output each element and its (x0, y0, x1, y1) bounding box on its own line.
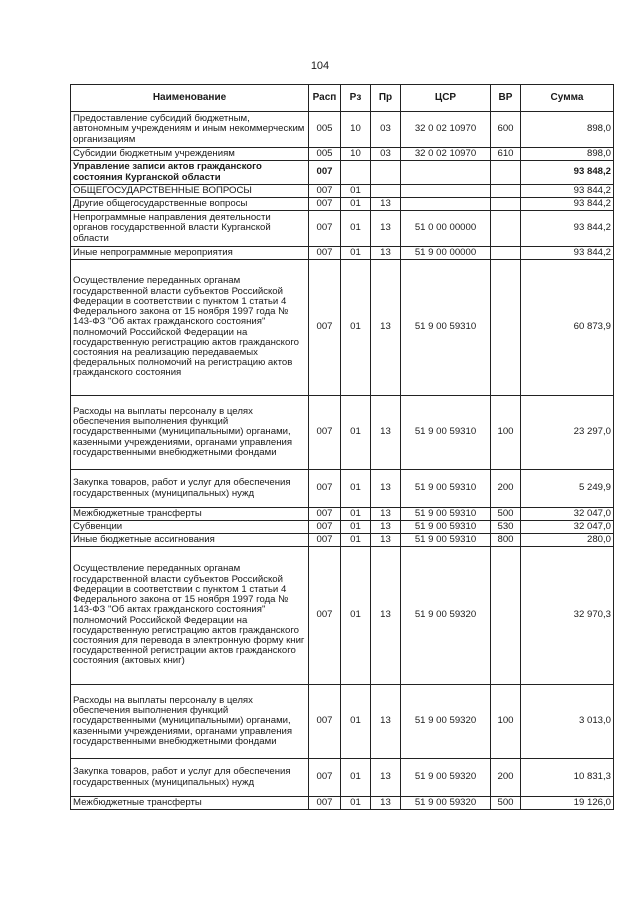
row-csr (401, 198, 491, 211)
table-row (71, 148, 614, 161)
row-vr: 100 (491, 685, 521, 759)
row-rz: 01 (341, 534, 371, 547)
budget-table (70, 84, 614, 810)
row-vr: 500 (491, 797, 521, 810)
row-rz: 01 (341, 198, 371, 211)
row-vr: 800 (491, 534, 521, 547)
table-row (71, 521, 614, 534)
row-pr: 03 (371, 148, 401, 161)
table-row (71, 797, 614, 810)
row-csr: 51 9 00 59310 (401, 470, 491, 508)
table-row (71, 198, 614, 211)
row-rz: 01 (341, 260, 371, 396)
table-row (71, 396, 614, 470)
row-name: Осуществление переданных органам государственной власти субъектов Российской Федерации в соответствии с пунктом 1 статьи 4 Федерального закона от 15 ноября 1997 года № 143-ФЗ "Об актах гражданского состояния" полномочий Российской Федерации на государственную регистрацию актов гражданского состояния для перевода в электронную форму книг государственной регистрации актов гражданского состояния (актовых книг) (71, 547, 309, 685)
row-name: Субсидии бюджетным учреждениям (71, 148, 309, 161)
row-sum: 898,0 (521, 148, 614, 161)
row-rz (341, 161, 371, 185)
row-rasp: 007 (309, 396, 341, 470)
row-csr: 51 9 00 59310 (401, 534, 491, 547)
row-sum: 23 297,0 (521, 396, 614, 470)
row-rz: 01 (341, 797, 371, 810)
table-row (71, 211, 614, 247)
row-csr: 51 0 00 00000 (401, 211, 491, 247)
row-rz: 01 (341, 508, 371, 521)
row-csr (401, 161, 491, 185)
row-vr: 600 (491, 112, 521, 148)
header-name: Наименование (71, 85, 309, 112)
row-rz: 01 (341, 247, 371, 260)
row-sum: 280,0 (521, 534, 614, 547)
row-name: Межбюджетные трансферты (71, 508, 309, 521)
row-vr: 100 (491, 396, 521, 470)
table-row (71, 508, 614, 521)
row-name: Закупка товаров, работ и услуг для обеспечения государственных (муниципальных) нужд (71, 759, 309, 797)
row-pr: 13 (371, 521, 401, 534)
row-pr: 13 (371, 508, 401, 521)
row-rasp: 005 (309, 148, 341, 161)
row-sum: 93 844,2 (521, 247, 614, 260)
row-csr: 51 9 00 59310 (401, 396, 491, 470)
row-pr (371, 185, 401, 198)
header-csr: ЦСР (401, 85, 491, 112)
table-row (71, 534, 614, 547)
row-name: Предоставление субсидий бюджетным, автономным учреждениям и иным некоммерческим организациям (71, 112, 309, 148)
row-sum: 32 047,0 (521, 508, 614, 521)
row-name: Субвенции (71, 521, 309, 534)
row-csr: 51 9 00 59320 (401, 797, 491, 810)
row-rasp: 007 (309, 508, 341, 521)
row-csr: 32 0 02 10970 (401, 148, 491, 161)
row-vr: 530 (491, 521, 521, 534)
row-rz: 01 (341, 211, 371, 247)
row-rz: 01 (341, 396, 371, 470)
row-rasp: 007 (309, 547, 341, 685)
row-pr (371, 161, 401, 185)
row-vr (491, 198, 521, 211)
row-rasp: 007 (309, 534, 341, 547)
row-rz: 10 (341, 112, 371, 148)
table-row (71, 112, 614, 148)
row-csr: 51 9 00 59310 (401, 521, 491, 534)
row-csr: 51 9 00 59320 (401, 759, 491, 797)
row-sum: 93 844,2 (521, 198, 614, 211)
row-pr: 13 (371, 260, 401, 396)
row-vr (491, 260, 521, 396)
row-pr: 13 (371, 396, 401, 470)
row-vr: 200 (491, 759, 521, 797)
row-sum: 10 831,3 (521, 759, 614, 797)
row-rasp: 007 (309, 185, 341, 198)
table-row (71, 247, 614, 260)
row-rasp: 007 (309, 470, 341, 508)
header-rasp: Расп (309, 85, 341, 112)
row-sum: 3 013,0 (521, 685, 614, 759)
row-pr: 13 (371, 534, 401, 547)
row-name: Иные непрограммные мероприятия (71, 247, 309, 260)
row-rasp: 007 (309, 521, 341, 534)
row-rasp: 007 (309, 797, 341, 810)
table-row (71, 470, 614, 508)
row-pr: 13 (371, 685, 401, 759)
row-name: Межбюджетные трансферты (71, 797, 309, 810)
row-rasp: 007 (309, 685, 341, 759)
row-rz: 01 (341, 470, 371, 508)
row-sum: 32 047,0 (521, 521, 614, 534)
row-csr: 51 9 00 59320 (401, 547, 491, 685)
header-pr: Пр (371, 85, 401, 112)
row-rz: 01 (341, 185, 371, 198)
row-sum: 898,0 (521, 112, 614, 148)
row-name: Расходы на выплаты персоналу в целях обеспечения выполнения функций государственными (муниципальными) органами, казенными учреждениями, органами управления государственными внебюджетными фондами (71, 396, 309, 470)
row-rasp: 007 (309, 247, 341, 260)
table-row (71, 685, 614, 759)
header-rz: Рз (341, 85, 371, 112)
row-vr: 200 (491, 470, 521, 508)
row-rz: 01 (341, 547, 371, 685)
table-row (71, 759, 614, 797)
row-rz: 10 (341, 148, 371, 161)
row-sum: 32 970,3 (521, 547, 614, 685)
row-vr: 610 (491, 148, 521, 161)
row-vr (491, 211, 521, 247)
row-vr (491, 185, 521, 198)
row-name: Осуществление переданных органам государственной власти субъектов Российской Федерации в соответствии с пунктом 1 статьи 4 Федерального закона от 15 ноября 1997 года № 143-ФЗ "Об актах гражданского состояния" полномочий Российской Федерации на государственную регистрацию актов гражданского состояния на реализацию передаваемых федеральных полномочий на регистрацию актов гражданского состояния (71, 260, 309, 396)
table-header-row (71, 85, 614, 112)
row-pr: 13 (371, 211, 401, 247)
row-rasp: 007 (309, 260, 341, 396)
row-name: Другие общегосударственные вопросы (71, 198, 309, 211)
row-sum: 93 844,2 (521, 185, 614, 198)
row-name: Иные бюджетные ассигнования (71, 534, 309, 547)
row-rz: 01 (341, 521, 371, 534)
row-vr (491, 161, 521, 185)
header-sum: Сумма (521, 85, 614, 112)
row-pr: 13 (371, 470, 401, 508)
row-name: Управление записи актов гражданского состояния Курганской области (71, 161, 309, 185)
header-vr: ВР (491, 85, 521, 112)
row-name: ОБЩЕГОСУДАРСТВЕННЫЕ ВОПРОСЫ (71, 185, 309, 198)
table-row (71, 547, 614, 685)
row-rasp: 007 (309, 211, 341, 247)
row-csr: 51 9 00 59310 (401, 508, 491, 521)
row-sum: 93 844,2 (521, 211, 614, 247)
row-sum: 19 126,0 (521, 797, 614, 810)
row-vr: 500 (491, 508, 521, 521)
row-vr (491, 547, 521, 685)
row-rasp: 007 (309, 759, 341, 797)
row-sum: 5 249,9 (521, 470, 614, 508)
row-sum: 93 848,2 (521, 161, 614, 185)
table-row (71, 185, 614, 198)
row-rz: 01 (341, 759, 371, 797)
row-rasp: 005 (309, 112, 341, 148)
table-row (71, 161, 614, 185)
row-pr: 13 (371, 247, 401, 260)
page-number: 104 (310, 60, 330, 72)
table-row (71, 260, 614, 396)
row-pr: 03 (371, 112, 401, 148)
row-csr: 32 0 02 10970 (401, 112, 491, 148)
row-sum: 60 873,9 (521, 260, 614, 396)
row-rasp: 007 (309, 198, 341, 211)
row-csr: 51 9 00 59320 (401, 685, 491, 759)
row-csr: 51 9 00 59310 (401, 260, 491, 396)
row-pr: 13 (371, 759, 401, 797)
row-pr: 13 (371, 797, 401, 810)
row-pr: 13 (371, 198, 401, 211)
row-name: Непрограммные направления деятельности органов государственной власти Курганской области (71, 211, 309, 247)
row-name: Расходы на выплаты персоналу в целях обеспечения выполнения функций государственными (муниципальными) органами, казенными учреждениями, органами управления государственными внебюджетными фондами (71, 685, 309, 759)
row-csr (401, 185, 491, 198)
row-vr (491, 247, 521, 260)
row-csr: 51 9 00 00000 (401, 247, 491, 260)
row-pr: 13 (371, 547, 401, 685)
row-rasp: 007 (309, 161, 341, 185)
row-name: Закупка товаров, работ и услуг для обеспечения государственных (муниципальных) нужд (71, 470, 309, 508)
row-rz: 01 (341, 685, 371, 759)
